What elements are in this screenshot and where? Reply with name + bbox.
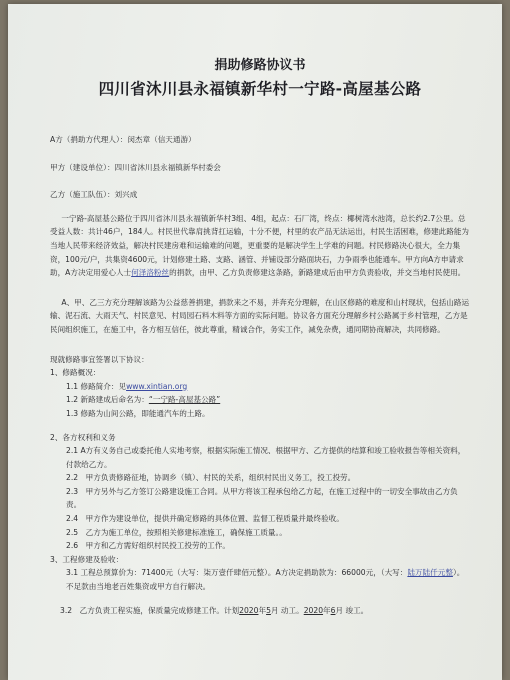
clause-3-2-pre: 3.2 乙方负责工程实施，保质量完成修建工作。计划	[60, 605, 240, 615]
party-a-line: A方（捐助方代理人）：闵杰章（信天通游）	[50, 135, 196, 144]
section-2-title: 2、各方权利和义务	[50, 432, 116, 442]
clause-1-1-label: 1.1 修路简介：见	[66, 381, 127, 391]
website-link[interactable]: www.xintian.org	[126, 381, 188, 391]
clause-1-2-label: 1.2 新路建成后命名为：	[66, 395, 149, 405]
end-month: 6	[330, 605, 336, 615]
document-subtitle: 四川省沐川县永福镇新华村一宁路-高屋基公路	[98, 80, 422, 98]
intro-text-pre: 一宁路-高屋基公路位于四川省沐川县永福镇新华村3组、4组，起点：石厂湾，终点：椰树湾水池湾，总长约2.7公里。总受益人数：共计46户，184人。村民世代靠肩挑背扛运输，十分不便，村里的农产品无法运出，村民生活困难，修建此路能为当地人民带来经济效益，解决村民建房难和运输难的问题，更重要的是解决学生上学难的问题。村民修路决心很大，全力集资，100元/户，共集资4600元，计划修建土路、支路、涵管、并铺设部分路面块石，力争雨季也能通车。甲方向A方申请求助，A方决定用爱心人士	[50, 213, 470, 278]
clause-3-2-end: 月 竣工。	[335, 605, 369, 615]
intro-text-post: 的捐款，由甲、乙方负责修建这条路，新路建成后由甲方负责验收，并交当地村民使用。	[169, 268, 466, 278]
clause-1-3: 1.3 修路为山间公路，即能通汽车的土路。	[66, 408, 210, 418]
section-1-title: 1、修路概况：	[50, 368, 101, 378]
clause-3-1-pre: 3.1 工程总预算价为：71400元（大写：柒万壹仟肆佰元整）。A方决定捐助款为：66000元，（大写：	[66, 568, 408, 578]
clause-2-1: 2.1 A方有义务自己或委托他人实地考察，根据实际施工情况、根据甲方、乙方提供的结算和竣工验收报告等相关资料，付款给乙方。	[66, 446, 466, 469]
intro-paragraph	[50, 212, 470, 280]
clause-2-6: 2.6 甲方和乙方需好组织村民投工投劳的工作。	[66, 541, 230, 551]
start-year: 2020	[239, 605, 259, 615]
donation-amount-words: 陆万陆仟元整	[407, 568, 453, 578]
clause-2-5: 2.5 乙方为施工单位，按照相关修建标准施工，确保施工质量。。	[66, 527, 287, 537]
clause-3-2-mid: 月 动工。	[270, 605, 304, 615]
agreement-document	[50, 54, 470, 617]
document-page	[8, 4, 502, 680]
end-year: 2020	[303, 605, 324, 615]
clause-1-1	[50, 380, 470, 394]
clause-2-4: 2.4 甲方作为建设单位，提供并确定修路的具体位置、监督工程质量并最终验收。	[66, 514, 344, 524]
clause-2-2: 2.2 甲方负责修路征地，协调乡（镇）、村民的关系，组织村民出义务工，投工投劳。	[66, 473, 356, 483]
section-3-title: 3、工程修建及验收：	[50, 554, 124, 564]
clause-3-2	[50, 604, 470, 618]
donor-name: 何泽洛粉丝	[131, 268, 170, 278]
party-yi-line: 乙方（施工队伍）：刘兴成	[50, 190, 138, 200]
road-name: “一宁路-高屋基公路”	[148, 395, 221, 405]
agreement-intro: 现就修路事宜签署以下协议：	[50, 354, 149, 364]
clause-3-1	[50, 566, 470, 593]
clause-2-3: 2.3 甲方另外与乙方签订公路建设施工合同。从甲方将该工程承包给乙方起，在施工过程中的一切安全事故由乙方负责。	[66, 486, 458, 510]
document-title: 捐助修路协议书	[214, 58, 306, 73]
start-month: 5	[266, 605, 271, 615]
year-char-2: 年	[323, 605, 331, 615]
clause-3-1-post: ）。不足款由当地老百姓集资或甲方自行解决。	[66, 568, 465, 592]
party-jia-line: 甲方（建设单位）：四川省沐川县永福镇新华村委会	[50, 162, 221, 172]
year-char-1: 年	[258, 605, 267, 615]
cooperation-paragraph: A、甲、乙三方充分理解该路为公益慈善捐建，捐款来之不易，并奔充分理解，在山区修路的难度和山村现状，包括山路运输、泥石流、大雨天气、村民意见、村局园石料木料等方面的实际问题。协议各方面充分理解乡村公路属于乡村管理，乙方是民间组织施工，在施工中，各方相互信任，彼此尊重，精诚合作，务实工作，减免杂费，通同期协商解决，共同修路。	[50, 297, 470, 334]
clause-1-2	[50, 393, 470, 407]
